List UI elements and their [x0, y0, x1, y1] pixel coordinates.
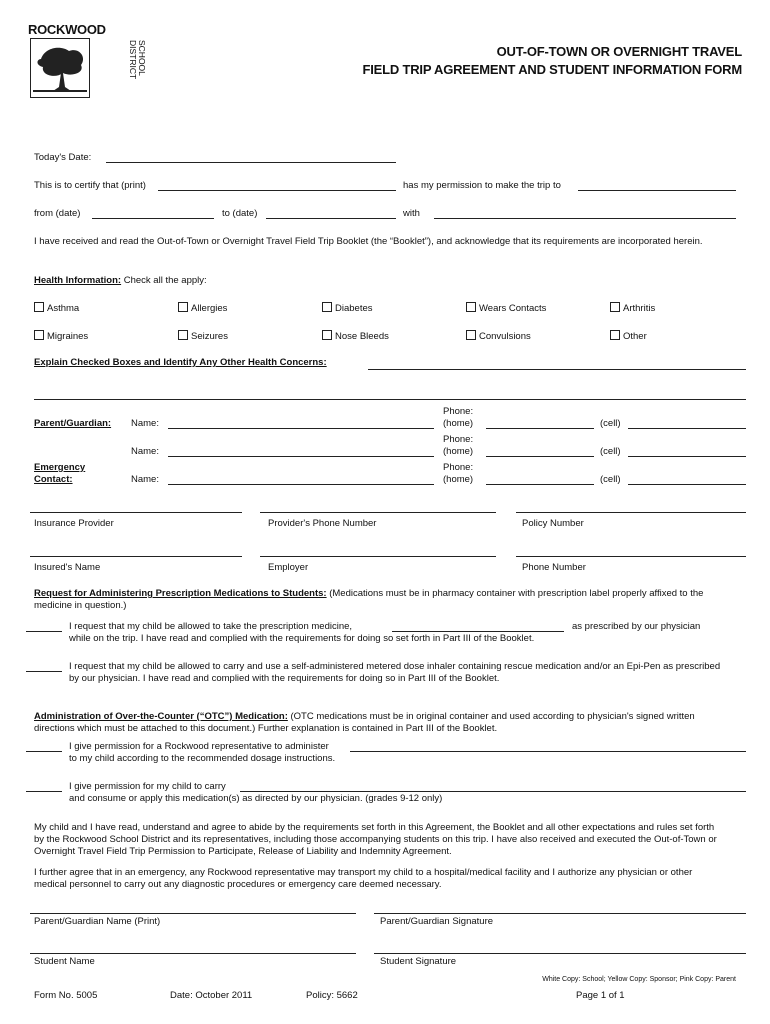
home-label: (home) — [443, 418, 474, 429]
home-phone-field-3[interactable] — [486, 484, 594, 485]
certify-label: This is to certify that (print) — [34, 180, 146, 191]
parent-name-label: Parent/Guardian Name (Print) — [34, 916, 161, 927]
acknowledge-text: I have received and read the Out-of-Town or Overnight Travel Field Trip Booklet (the “Booklet”), and acknowledge that its requirements are incorporated herein. — [34, 236, 703, 247]
policy-number: Policy: 5662 — [306, 990, 358, 1001]
phone-number-label: Phone Number — [522, 562, 586, 573]
prescription-initial-2[interactable] — [26, 671, 62, 672]
home-phone-field-2[interactable] — [486, 456, 594, 457]
prescription-initial-1[interactable] — [26, 631, 62, 632]
checkbox-box[interactable] — [34, 330, 44, 340]
phone-label: Phone: — [443, 434, 474, 445]
cell-label: (cell) — [600, 446, 621, 457]
prescription-heading: Request for Administering Prescription Medications to Students: — [34, 588, 327, 599]
emergency-label-2: Contact: — [34, 474, 73, 485]
insured-name-field[interactable] — [30, 556, 242, 557]
form-date: Date: October 2011 — [170, 990, 253, 1001]
to-date-field[interactable] — [266, 218, 396, 219]
phone-number-field[interactable] — [516, 556, 746, 557]
district-logo — [28, 22, 147, 102]
otc-item1-b: to my child according to the recommended dosage instructions. — [69, 753, 336, 764]
health-instruction: Check all the apply: — [121, 275, 207, 286]
student-name-sign-field[interactable] — [30, 953, 356, 954]
prescription-item1-c: while on the trip. I have read and complied with the requirements for doing so set forth in Part III of the Booklet. — [69, 633, 535, 644]
otc-initial-1[interactable] — [26, 751, 62, 752]
checkbox-label: Wears Contacts — [479, 303, 547, 314]
insurance-provider-label: Insurance Provider — [34, 518, 114, 529]
checkbox-diabetes[interactable] — [322, 302, 373, 314]
contact-name-field-2[interactable] — [168, 456, 434, 457]
checkbox-asthma[interactable] — [34, 302, 79, 314]
otc-item2-b: and consume or apply this medication(s) as directed by our physician. (grades 9-12 only) — [69, 793, 443, 804]
parent-signature-field[interactable] — [374, 913, 746, 914]
checkbox-box[interactable] — [466, 302, 476, 312]
checkbox-box[interactable] — [322, 330, 332, 340]
employer-field[interactable] — [260, 556, 496, 557]
checkbox-nose-bleeds[interactable] — [322, 330, 389, 342]
policy-number-label: Policy Number — [522, 518, 584, 529]
phone-label: Phone: — [443, 406, 474, 417]
provider-phone-field[interactable] — [260, 512, 496, 513]
student-name-label: Student Name — [34, 956, 95, 967]
cell-phone-field-1[interactable] — [628, 428, 746, 429]
otc-medication-field-1[interactable] — [350, 751, 746, 752]
logo-side-text: SCHOOL DISTRICT — [128, 40, 147, 80]
checkbox-box[interactable] — [466, 330, 476, 340]
student-name-field[interactable] — [158, 190, 396, 191]
otc-section — [34, 711, 724, 735]
otc-item2-a: I give permission for my child to carry — [69, 781, 226, 792]
prescription-medicine-field[interactable] — [392, 631, 564, 632]
parent-signature-label: Parent/Guardian Signature — [380, 916, 494, 927]
emergency-label-1: Emergency — [34, 462, 86, 473]
contact-name-field-1[interactable] — [168, 428, 434, 429]
checkbox-box[interactable] — [178, 330, 188, 340]
checkbox-label: Other — [623, 331, 647, 342]
contact-name-field-3[interactable] — [168, 484, 434, 485]
form-title-line2: FIELD TRIP AGREEMENT AND STUDENT INFORMATION FORM — [362, 62, 742, 77]
checkbox-box[interactable] — [610, 302, 620, 312]
checkbox-box[interactable] — [178, 302, 188, 312]
checkbox-convulsions[interactable] — [466, 330, 531, 342]
checkbox-label: Diabetes — [335, 303, 373, 314]
page-number: Page 1 of 1 — [576, 990, 625, 1001]
permission-label: has my permission to make the trip to — [403, 180, 561, 191]
cell-label: (cell) — [600, 418, 621, 429]
health-heading-label: Health Information: — [34, 275, 122, 286]
name-label: Name: — [131, 474, 159, 485]
prescription-item2: I request that my child be allowed to carry and use a self-administered metered dose inhaler containing rescue medication and/or an Epi-Pen as prescribed by our physician. I have read and complied with the requirements for doing so in Part III of the Booklet. — [69, 661, 721, 684]
otc-medication-field-2[interactable] — [240, 791, 746, 792]
health-heading — [34, 275, 207, 286]
insured-name-label: Insured's Name — [34, 562, 101, 573]
checkbox-label: Asthma — [47, 303, 80, 314]
prescription-section — [34, 588, 724, 612]
parent-guardian-label: Parent/Guardian: — [34, 418, 112, 429]
form-title-line1: OUT-OF-TOWN OR OVERNIGHT TRAVEL — [496, 44, 742, 59]
otc-initial-2[interactable] — [26, 791, 62, 792]
explain-field-2[interactable] — [34, 399, 746, 400]
name-label: Name: — [131, 446, 159, 457]
checkbox-wears-contacts[interactable] — [466, 302, 546, 314]
emergency-paragraph: I further agree that in an emergency, any Rockwood representative may transport my child to a hospital/medical facility and I authorize any physician or other medical personnel to carry out any diagnostic procedures or emergency care deemed necessary. — [34, 867, 693, 890]
checkbox-migraines[interactable] — [34, 330, 88, 342]
home-label: (home) — [443, 474, 474, 485]
checkbox-label: Convulsions — [479, 331, 531, 342]
checkbox-box[interactable] — [34, 302, 44, 312]
prescription-item1-b: as prescribed by our physician — [572, 621, 701, 632]
checkbox-seizures[interactable] — [178, 330, 228, 342]
checkbox-box[interactable] — [322, 302, 332, 312]
checkbox-label: Allergies — [191, 303, 228, 314]
checkbox-label: Arthritis — [623, 303, 656, 314]
otc-note: (OTC medications must be in original container and used according to physician's signed written directions which must be attached to this document.) Further explanation is contained in Part III of the Booklet. — [34, 711, 695, 734]
checkbox-box[interactable] — [610, 330, 620, 340]
provider-phone-label: Provider's Phone Number — [268, 518, 377, 529]
name-label: Name: — [131, 418, 159, 429]
prescription-note: (Medications must be in pharmacy container with prescription label properly affixed to the medicine in question.) — [34, 588, 704, 611]
to-date-label: to (date) — [222, 208, 258, 219]
prescription-item1-a: I request that my child be allowed to take the prescription medicine, — [69, 621, 353, 632]
from-date-field[interactable] — [92, 218, 214, 219]
todays-date-field[interactable] — [106, 162, 396, 163]
with-field[interactable] — [434, 218, 736, 219]
tree-emblem — [30, 38, 90, 98]
employer-label: Employer — [268, 562, 309, 573]
logo-name: ROCKWOOD — [28, 22, 106, 37]
otc-heading: Administration of Over-the-Counter (“OTC”) Medication: — [34, 711, 288, 722]
explain-field-1[interactable] — [368, 369, 746, 370]
otc-item1-a: I give permission for a Rockwood representative to administer — [69, 741, 329, 752]
cell-label: (cell) — [600, 474, 621, 485]
checkbox-label: Migraines — [47, 331, 89, 342]
student-signature-label: Student Signature — [380, 956, 457, 967]
policy-number-field[interactable] — [516, 512, 746, 513]
home-label: (home) — [443, 446, 474, 457]
copies-note: White Copy: School; Yellow Copy: Sponsor; Pink Copy: Parent — [542, 976, 736, 983]
form-number: Form No. 5005 — [34, 990, 98, 1001]
tree-icon — [31, 39, 89, 97]
checkbox-other[interactable] — [610, 330, 647, 342]
phone-label: Phone: — [443, 462, 474, 473]
cell-phone-field-2[interactable] — [628, 456, 746, 457]
destination-field[interactable] — [578, 190, 736, 191]
from-date-label: from (date) — [34, 208, 81, 219]
student-signature-field[interactable] — [374, 953, 746, 954]
checkbox-label: Seizures — [191, 331, 228, 342]
checkbox-label: Nose Bleeds — [335, 331, 389, 342]
checkbox-arthritis[interactable] — [610, 302, 655, 314]
explain-heading: Explain Checked Boxes and Identify Any Other Health Concerns: — [34, 357, 327, 368]
todays-date-label: Today's Date: — [34, 152, 92, 163]
agreement-paragraph: My child and I have read, understand and agree to abide by the requirements set forth in this Agreement, the Booklet and all other expectations and rules set forth by the Rockwood School District and its representatives, including those accompanying students on this trip. I have also received and executed the Out-of-Town or Overnight Travel Field Trip Permission to Participate, Release of Liability and Indemnity Agreement. — [34, 822, 717, 857]
checkbox-allergies[interactable] — [178, 302, 227, 314]
home-phone-field-1[interactable] — [486, 428, 594, 429]
parent-name-field[interactable] — [30, 913, 356, 914]
insurance-provider-field[interactable] — [30, 512, 242, 513]
cell-phone-field-3[interactable] — [628, 484, 746, 485]
with-label: with — [403, 208, 420, 219]
